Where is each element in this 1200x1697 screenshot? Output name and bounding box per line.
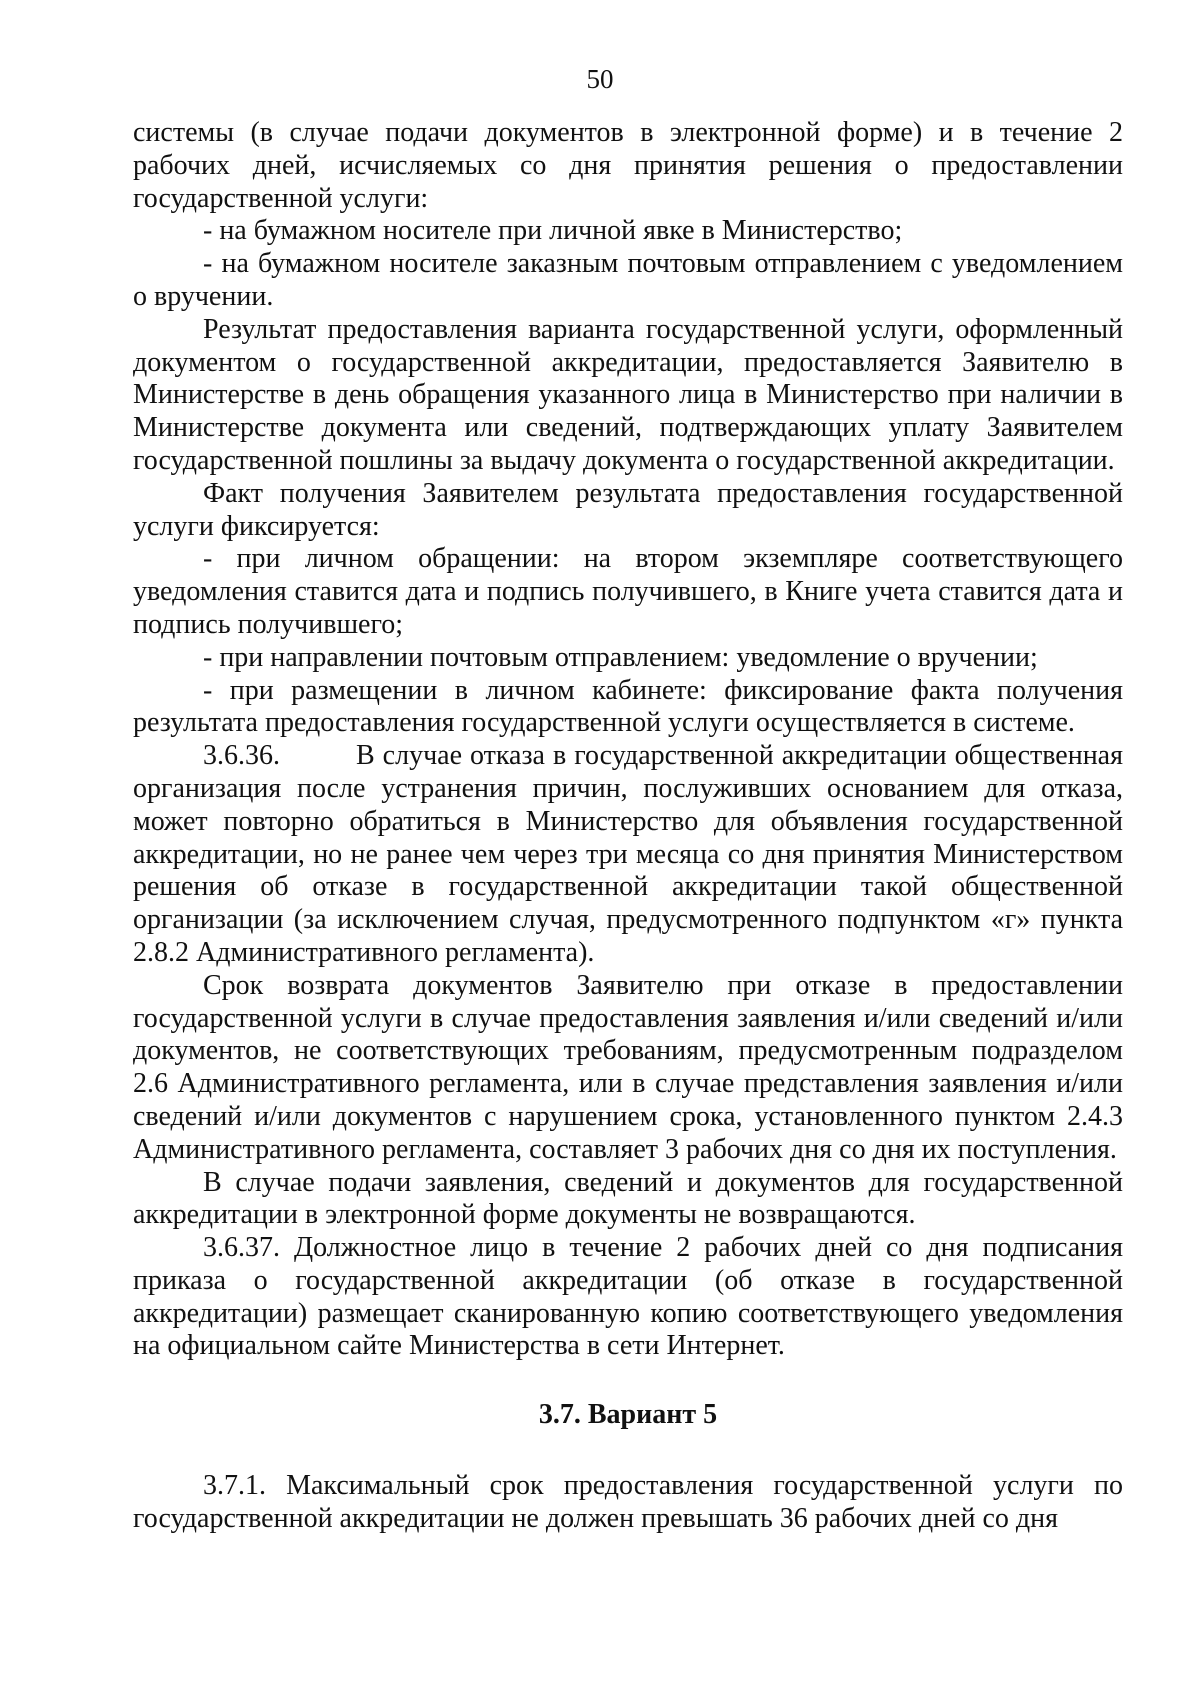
paragraph: В случае подачи заявления, сведений и документов для государственной аккредитации в электронной форме документы не возвращаются. xyxy=(133,1166,1123,1231)
list-item: - на бумажном носителе при личной явке в Министерство; xyxy=(203,215,903,247)
paragraph: системы (в случае подачи документов в электронной форме) и в течение 2 рабочих дней, исчисляемых со дня принятия решения о предоставлении государственной услуги: xyxy=(133,117,1123,214)
paragraph: Результат предоставления варианта государственной услуги, оформленный документом о государственной аккредитации, предоставляется Заявителю в Министерстве в день обращения указанного лица в Министерство при наличии в Министерстве документа или сведений, подтверждающих уплату Заявителем государственной пошлины за выдачу документа о государственной аккредитации. xyxy=(133,313,1123,476)
clause-number: 3.6.36. xyxy=(203,740,280,772)
list-item: - на бумажном носителе заказным почтовым отправлением с уведомлением о вручении. xyxy=(133,248,1123,312)
list-item: - при личном обращении: на втором экземпляре соответствующего уведомления ставится дата и подпись получившего, в Книге учета ставится дата и подпись получившего; xyxy=(133,543,1123,640)
clause-3-6-36 xyxy=(133,740,1123,970)
list-item: - при размещении в личном кабинете: фиксирование факта получения результата предоставления государственной услуги осуществляется в системе. xyxy=(133,674,1123,739)
clause-3-6-37: 3.6.37. Должностное лицо в течение 2 рабочих дней со дня подписания приказа о государственной аккредитации (об отказе в государственной аккредитации) размещает сканированную копию соответствующего уведомления на официальном сайте Министерства в сети Интернет. xyxy=(133,1232,1123,1362)
list-item: - при направлении почтовым отправлением: уведомление о вручении; xyxy=(203,641,1038,673)
document-body xyxy=(133,117,1123,1536)
section-heading: 3.7. Вариант 5 xyxy=(538,1399,718,1431)
paragraph: Факт получения Заявителем результата предоставления государственной услуги фиксируется: xyxy=(133,477,1123,542)
clause-3-7-1: 3.7.1. Максимальный срок предоставления государственной услуги по государственной аккредитации не должен превышать 36 рабочих дней со дня xyxy=(133,1470,1123,1534)
clause-text: В случае отказа в государственной аккредитации общественная организация после устранения причин, послуживших основанием для отказа, может повторно обратиться в Министерство для объявления государственной аккредитации, но не ранее чем через три месяца со дня принятия Министерством решения об отказе в государственной аккредитации такой общественной организации (за исключением случая, предусмотренного подпунктом «г» пункта 2.8.2 Административного регламента). xyxy=(133,740,1123,968)
page-number: 50 xyxy=(586,64,614,94)
paragraph: Срок возврата документов Заявителю при отказе в предоставлении государственной услуги в случае предоставления заявления и/или сведений и/или документов, не соответствующих требованиям, предусмотренным подразделом 2.6 Административного регламента, или в случае представления заявления и/или сведений и/или документов с нарушением срока, установленного пунктом 2.4.3 Административного регламента, составляет 3 рабочих дня со дня их поступления. xyxy=(133,969,1123,1165)
